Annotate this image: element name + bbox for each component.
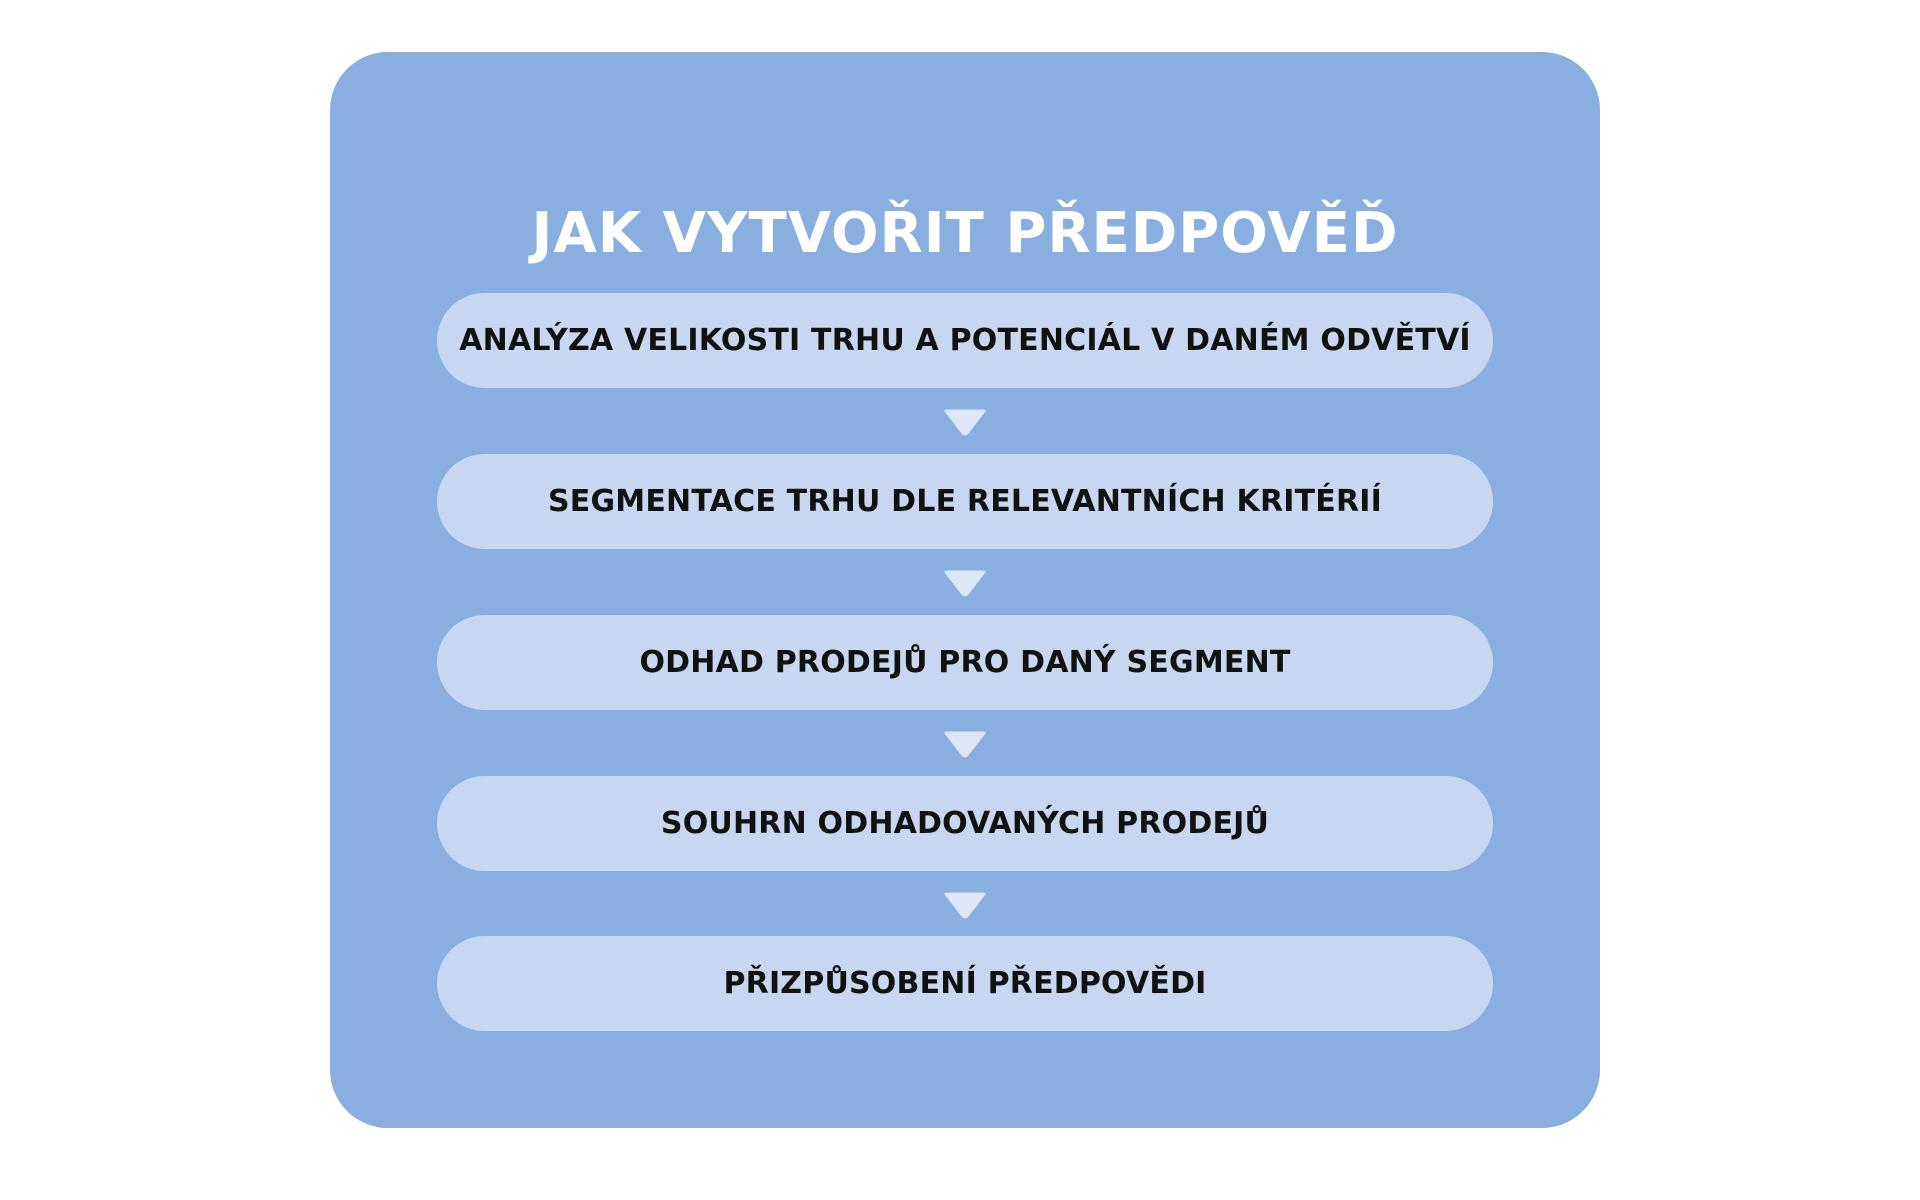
- step-label-3: ODHAD PRODEJŮ PRO DANÝ SEGMENT: [639, 645, 1291, 680]
- step-label-5: PŘIZPŮSOBENÍ PŘEDPOVĚDI: [723, 966, 1207, 1001]
- chevron-down-icon: [944, 892, 986, 920]
- chevron-down-icon: [944, 409, 986, 437]
- chevron-down-icon: [944, 570, 986, 598]
- step-box-1: [437, 293, 1493, 388]
- step-label-1: ANALÝZA VELIKOSTI TRHU A POTENCIÁL V DANÉM ODVĚTVÍ: [459, 323, 1471, 358]
- step-box-2: [437, 454, 1493, 549]
- step-label-2: SEGMENTACE TRHU DLE RELEVANTNÍCH KRITÉRIÍ: [547, 484, 1383, 519]
- step-label-4: SOUHRN ODHADOVANÝCH PRODEJŮ: [660, 806, 1270, 841]
- step-box-4: [437, 776, 1493, 871]
- flowchart-card: [330, 52, 1600, 1128]
- diagram-title: JAK VYTVOŘIT PŘEDPOVĚĎ: [531, 201, 1399, 266]
- step-box-3: [437, 615, 1493, 710]
- step-box-5: [437, 936, 1493, 1031]
- chevron-down-icon: [944, 731, 986, 759]
